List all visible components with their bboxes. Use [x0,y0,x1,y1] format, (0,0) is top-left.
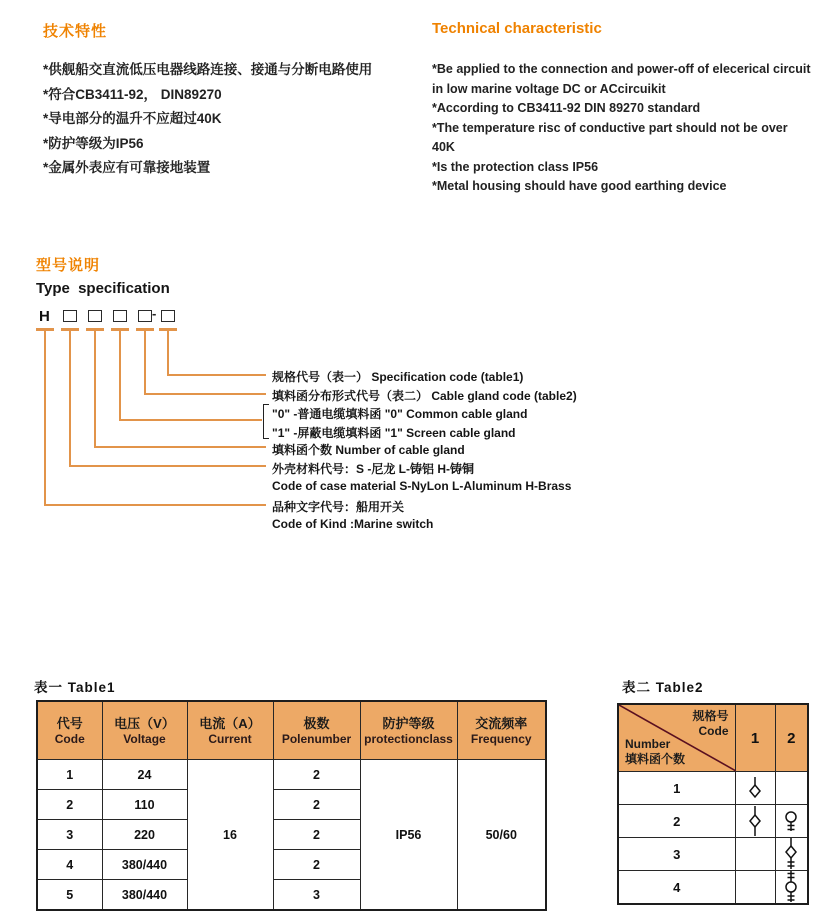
table1-header-polenumber: 极数 Polenumber [273,701,360,760]
model-code-box-4 [138,310,152,322]
cell-gland-layout [735,838,775,871]
cell-voltage: 380/440 [102,850,187,880]
table1-header-protection: 防护等级 protectionclass [360,701,457,760]
connector-line [119,330,121,420]
table1 [36,700,547,911]
model-code-prefix: H [39,308,50,325]
connector-line [167,374,266,376]
gland-circle-ticks-both-icon [783,871,799,903]
cell-voltage: 110 [102,790,187,820]
gland-circle-ticks-bottom-icon [783,810,799,833]
cell-voltage: 24 [102,760,187,790]
cell-poles: 2 [273,850,360,880]
tech-list-cn [43,58,413,181]
table-row [618,871,808,905]
table1-header-voltage: 电压（V） Voltage [102,701,187,760]
cell-gland-layout [735,871,775,905]
cell-protection-merged: IP56 [360,760,457,911]
tech-en-line: *According to CB3411-92 DIN 89270 standard [432,101,701,115]
table2-header-number-cn: 填料函个数 [625,752,686,766]
spec-label-kind-cn: 品种文字代号：船用开关 [272,500,405,514]
tech-cn-item: *导电部分的温升不应超过40K [43,111,222,126]
tech-title-en: Technical characteristic [432,20,602,37]
connector-line [44,330,46,505]
table-row [37,760,546,790]
cell-gland-layout [775,772,808,805]
table1-header-row [37,701,546,760]
cell-current-merged: 16 [187,760,273,911]
cell-poles: 2 [273,790,360,820]
table2-header-code-en: Code [698,724,729,738]
table2-header-row [618,704,808,772]
table-row [618,805,808,838]
cell-gland-layout [775,805,808,838]
model-code-box-5 [161,310,175,322]
spec-label-specification-code: 规格代号（表一） Specification code (table1) [272,370,524,384]
cell-gland-layout [735,805,775,838]
cell-poles: 2 [273,760,360,790]
table2-header-number-en: Number [625,737,671,751]
gland-diamond-stem-top-icon [747,776,763,800]
table2-header-code-cn: 规格号 [692,709,729,723]
connector-line [69,330,71,466]
cell-code: 2 [37,790,102,820]
spec-label-case-material-cn: 外壳材料代号：S -尼龙 L-铸铝 H-铸铜 [272,462,474,476]
cell-voltage: 380/440 [102,880,187,911]
cell-code: 3 [37,820,102,850]
model-code-box-1 [63,310,77,322]
tech-en-line: *Be applied to the connection and power-off of elecerical circuit [432,62,811,76]
connector-line [144,330,146,394]
table2 [617,703,809,905]
model-code-box-3 [113,310,127,322]
connector-line [44,504,266,506]
spec-label-case-material-en: Code of case material S-NyLon L-Aluminum H-Brass [272,479,572,493]
table-row [618,772,808,805]
gland-diamond-stem-both-icon [747,806,763,837]
tech-cn-item: *金属外表应有可靠接地装置 [43,160,211,175]
cell-code: 1 [37,760,102,790]
connector-line [94,446,266,448]
model-code-separator: - [152,306,157,321]
cell-poles: 2 [273,820,360,850]
cell-frequency-merged: 50/60 [457,760,546,911]
cell-gland-number: 2 [618,805,735,838]
tech-list-en [432,60,817,197]
table2-header-diagonal [618,704,735,772]
connector-line [167,330,169,375]
spec-label-screen-gland: "1" -屏蔽电缆填料函 "1" Screen cable gland [272,426,516,440]
tech-en-line: 40K [432,140,455,154]
spec-label-common-gland: "0" -普通电缆填料函 "0" Common cable gland [272,407,528,421]
spec-label-kind-en: Code of Kind :Marine switch [272,517,434,531]
cell-gland-layout [735,772,775,805]
tech-cn-item: *供舰船交直流低压电器线路连接、接通与分断电路使用 [43,62,373,77]
cell-voltage: 220 [102,820,187,850]
cell-gland-number: 4 [618,871,735,905]
cell-gland-layout [775,871,808,905]
tech-title-cn: 技术特性 [43,23,108,40]
spec-title-en: Type specification [36,280,170,297]
tech-en-line: *Metal housing should have good earthing device [432,179,727,193]
connector-line [69,465,266,467]
table-row [618,838,808,871]
table1-header-code: 代号 Code [37,701,102,760]
tech-en-line: in low marine voltage DC or ACcircuikit [432,81,666,96]
cell-gland-number: 3 [618,838,735,871]
tech-cn-item: *符合CB3411-92， DIN89270 [43,86,222,102]
table2-header-col2: 2 [775,704,808,772]
cell-code: 5 [37,880,102,911]
table1-header-frequency: 交流频率 Frequency [457,701,546,760]
table1-title: 表一 Table1 [34,680,116,695]
connector-line [94,330,96,447]
cell-poles: 3 [273,880,360,911]
model-code-box-2 [88,310,102,322]
tech-en-line: *Is the protection class IP56 [432,159,599,174]
option-bracket [263,404,269,439]
gland-diamond-stem-top-ticks-bottom-icon [783,838,799,870]
cell-gland-number: 1 [618,772,735,805]
cell-code: 4 [37,850,102,880]
tech-en-line: *The temperature risc of conductive part should not be over [432,120,788,135]
spec-label-gland-number: 填料函个数 Number of cable gland [272,443,465,457]
tech-cn-item: *防护等级为IP56 [43,135,144,151]
table2-header-col1: 1 [735,704,775,772]
cell-gland-layout [775,838,808,871]
connector-line [144,393,266,395]
spec-title-cn: 型号说明 [36,257,101,274]
spec-label-cable-gland-code: 填料函分布形式代号（表二） Cable gland code (table2) [272,389,577,403]
table2-title: 表二 Table2 [622,680,704,695]
connector-line [119,419,262,421]
table1-header-current: 电流（A） Current [187,701,273,760]
